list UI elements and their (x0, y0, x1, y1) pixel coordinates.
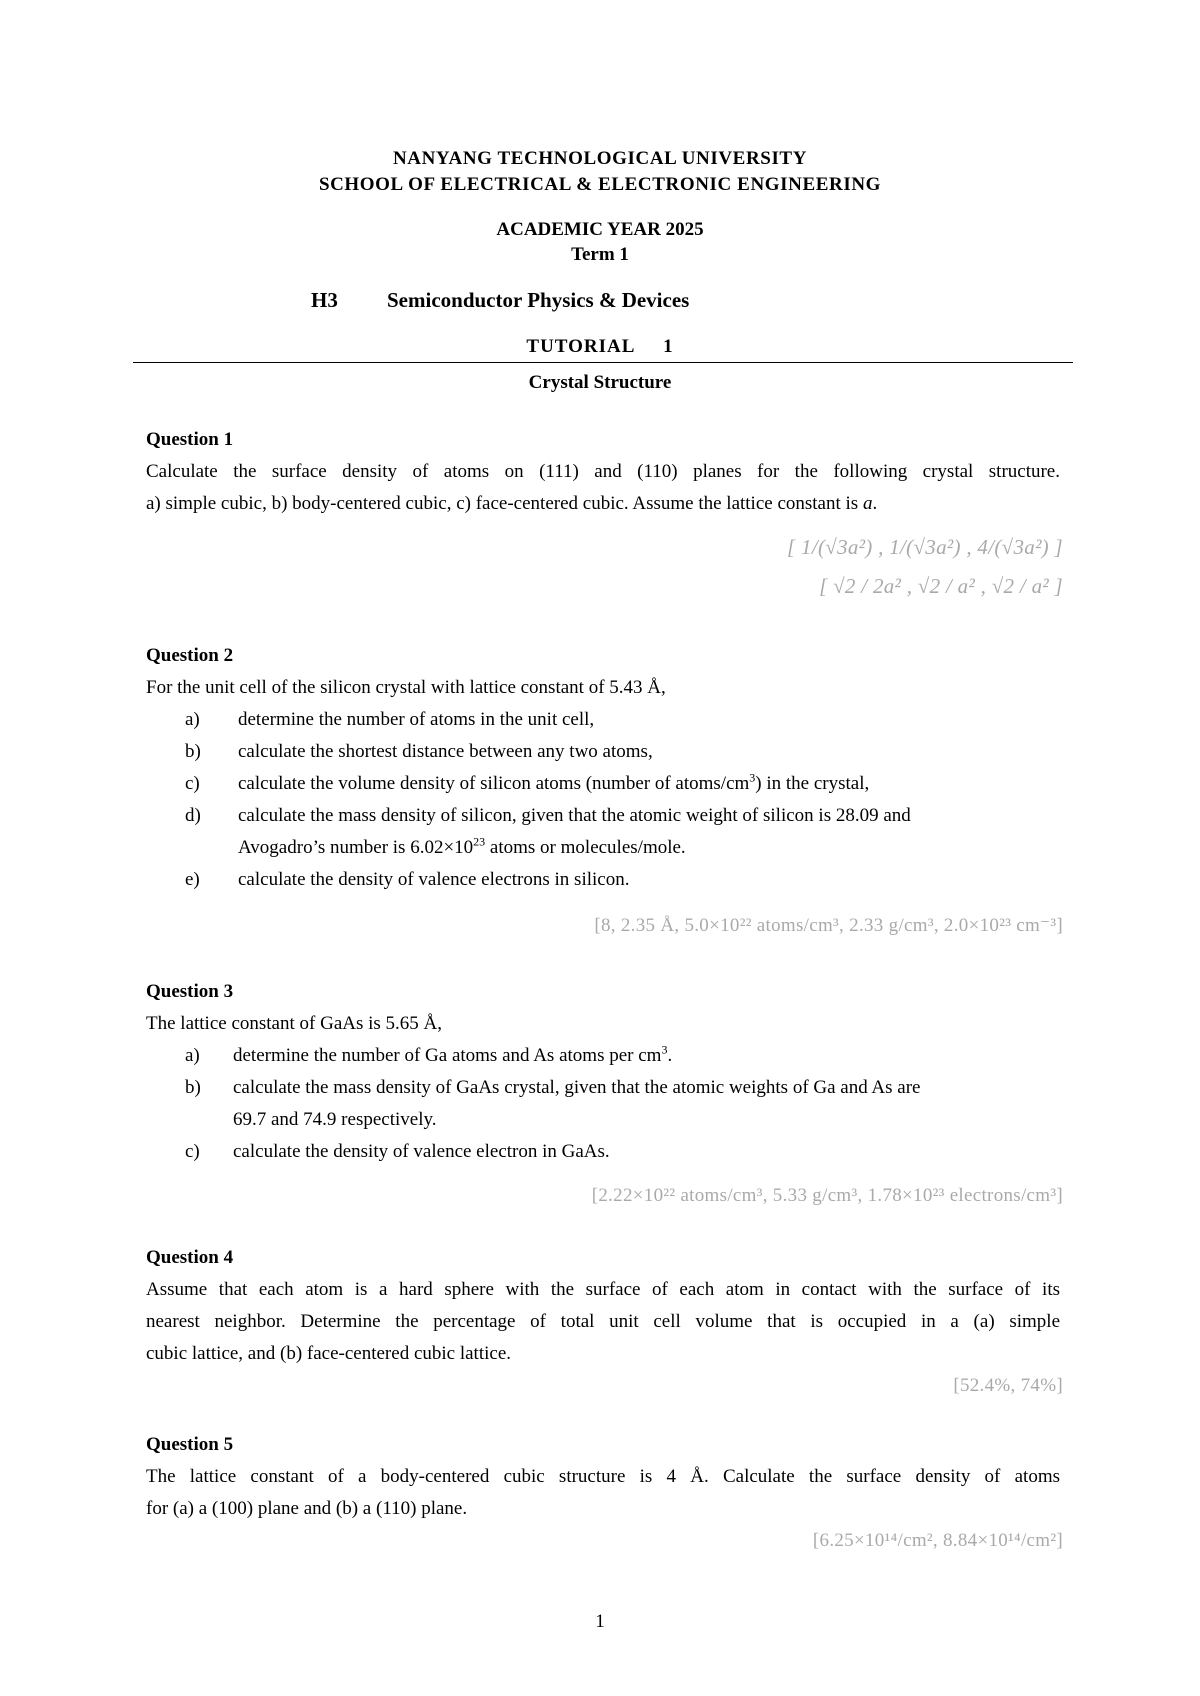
question-4-heading: Question 4 (146, 1247, 234, 1268)
question-3-answer: [2.22×10²² atoms/cm³, 5.33 g/cm³, 1.78×10²³ electrons/cm³] (591, 1185, 1063, 1206)
question-3-item-b-continued: 69.7 and 74.9 respectively. (233, 1109, 437, 1130)
question-3-item-label: b) (185, 1077, 201, 1098)
question-1-heading: Question 1 (146, 429, 234, 450)
question-5-line-2: for (a) a (100) plane and (b) a (110) plane. (146, 1498, 468, 1519)
question-2-item-label: d) (185, 805, 201, 826)
question-3-item-c: calculate the density of valence electron in GaAs. (233, 1141, 610, 1162)
question-1-line-1: Calculate the surface density of atoms on (111) and (110) planes for the following crystal structure. (146, 461, 1060, 482)
tutorial-number: TUTORIAL 1 (526, 336, 674, 357)
question-2-item-label: c) (185, 773, 200, 794)
question-2-item-a: determine the number of atoms in the unit cell, (238, 709, 595, 730)
question-5-line-1: The lattice constant of a body-centered cubic structure is 4 Å. Calculate the surface density of atoms (146, 1466, 1060, 1487)
question-4-answer: [52.4%, 74%] (953, 1375, 1063, 1396)
question-2-item-c: calculate the volume density of silicon atoms (number of atoms/$cm^3$) in the crystal, (238, 770, 870, 794)
page-number: 1 (595, 1611, 605, 1632)
question-2-item-d: calculate the mass density of silicon, given that the atomic weight of silicon is 28.09 and (238, 805, 911, 826)
university-name: NANYANG TECHNOLOGICAL UNIVERSITY (392, 148, 808, 169)
question-2-heading: Question 2 (146, 645, 234, 666)
question-5-answer: [6.25×10¹⁴/cm², 8.84×10¹⁴/cm²] (812, 1530, 1063, 1551)
question-2-item-b: calculate the shortest distance between any two atoms, (238, 741, 653, 762)
course-code: H3 (311, 288, 338, 312)
question-3-heading: Question 3 (146, 981, 234, 1002)
academic-year: ACADEMIC YEAR 2025 (496, 219, 704, 240)
question-3-item-label: c) (185, 1141, 200, 1162)
question-1-line-2: a) simple cubic, b) body-centered cubic, c) face-centered cubic. Assume the lattice constant is a. (146, 493, 878, 514)
question-2-item-label: b) (185, 741, 201, 762)
question-2-item-d-continued: Avogadro’s number is $6.02\times 10^{23}$ atoms or molecules/mole. (238, 834, 686, 858)
term: Term 1 (571, 244, 629, 265)
question-5-heading: Question 5 (146, 1434, 234, 1455)
question-1-answer-110: [ √2 / 2a² , √2 / a² , √2 / a² ] (819, 574, 1063, 598)
question-4-line-2: nearest neighbor. Determine the percentage of total unit cell volume that is occupied in a (a) simple (146, 1311, 1060, 1332)
question-2-intro: For the unit cell of the silicon crystal with lattice constant of 5.43 Å, (146, 677, 666, 698)
question-4-line-1: Assume that each atom is a hard sphere with the surface of each atom in contact with the surface of its (146, 1279, 1060, 1300)
question-3-item-label: a) (185, 1045, 200, 1066)
topic-title: Crystal Structure (528, 372, 672, 393)
question-4-line-3: cubic lattice, and (b) face-centered cubic lattice. (146, 1343, 511, 1364)
question-2-answer: [8, 2.35 Å, 5.0×10²² atoms/cm³, 2.33 g/cm³, 2.0×10²³ cm⁻³] (594, 915, 1063, 936)
question-2-item-label: a) (185, 709, 200, 730)
question-1-answer-111: [ 1/(√3a²) , 1/(√3a²) , 4/(√3a²) ] (787, 535, 1063, 559)
header-divider (133, 362, 1073, 363)
question-2-item-e: calculate the density of valence electrons in silicon. (238, 869, 630, 890)
question-3-intro: The lattice constant of GaAs is 5.65 Å, (146, 1013, 443, 1034)
course-title: Semiconductor Physics & Devices (387, 288, 690, 312)
question-3-item-a: determine the number of Ga atoms and As atoms per $cm^3$. (233, 1042, 673, 1066)
school-name: SCHOOL OF ELECTRICAL & ELECTRONIC ENGINEERING (318, 174, 882, 195)
question-2-item-label: e) (185, 869, 200, 890)
question-3-item-b: calculate the mass density of GaAs crystal, given that the atomic weights of Ga and As are (233, 1077, 921, 1098)
